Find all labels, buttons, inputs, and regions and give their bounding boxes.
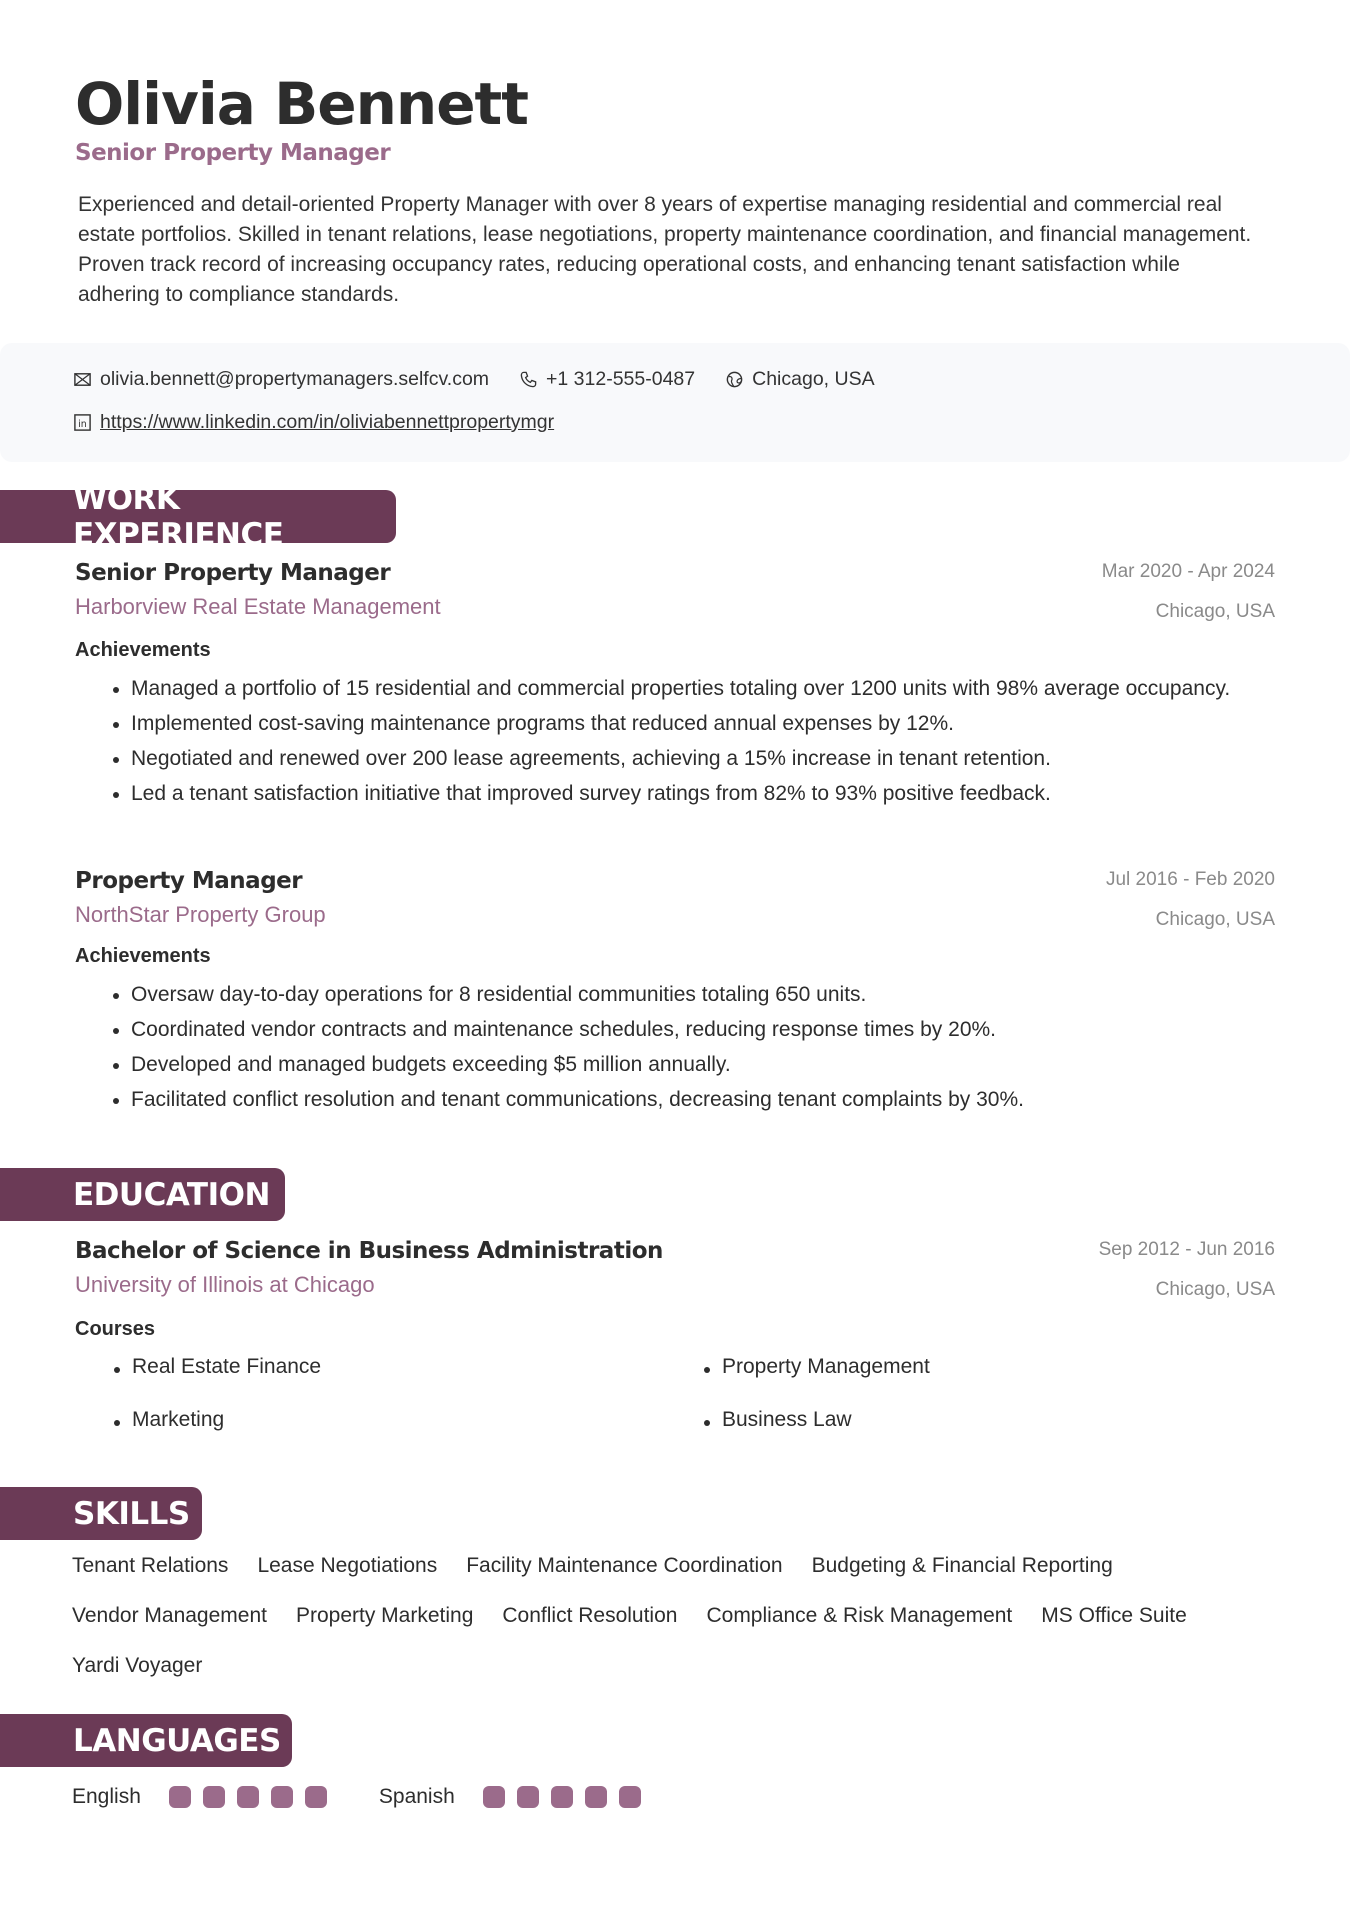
level-dot xyxy=(237,1786,259,1808)
education-location: Chicago, USA xyxy=(1155,1279,1275,1300)
svg-text:in: in xyxy=(78,418,87,430)
skill-item: Facility Maintenance Coordination xyxy=(466,1554,783,1577)
level-dot xyxy=(305,1786,327,1808)
contact-row xyxy=(73,411,584,434)
skill-item: Budgeting & Financial Reporting xyxy=(811,1554,1113,1577)
course-item: Property Management xyxy=(722,1355,930,1378)
section-header-education xyxy=(0,1168,285,1221)
skill-item: Property Marketing xyxy=(295,1604,474,1627)
contact-location xyxy=(725,368,874,391)
section-title: SKILLS xyxy=(73,1495,190,1532)
section-header-work xyxy=(0,480,396,553)
skill-item: Tenant Relations xyxy=(72,1554,229,1577)
language-item xyxy=(379,1785,653,1809)
skills-list xyxy=(72,1553,1312,1679)
summary: Experienced and detail-oriented Property Manager with over 8 years of expertise managing residential and commercial real estate portfolios. Skilled in tenant relations, lease negotiations, property maintenance coordination, and financial management. Proven track record of increasing occupancy rates, reducing operational costs, and enhancing tenant satisfaction while adhering to compliance standards. xyxy=(78,193,1252,306)
company-name: NorthStar Property Group xyxy=(75,902,326,927)
contact-linkedin[interactable] xyxy=(73,411,554,434)
envelope-icon xyxy=(73,370,92,389)
achievements-list xyxy=(131,980,1231,1120)
achievements-heading: Achievements xyxy=(75,639,211,661)
list-item: Facilitated conflict resolution and tenant communications, decreasing tenant complaints by 30%. xyxy=(131,1085,1231,1115)
language-name: Spanish xyxy=(378,1785,455,1808)
level-dot xyxy=(203,1786,225,1808)
job-location: Chicago, USA xyxy=(1155,601,1275,622)
contact-row xyxy=(73,368,905,391)
candidate-name: Olivia Bennett xyxy=(75,70,529,138)
level-dot xyxy=(271,1786,293,1808)
linkedin-icon xyxy=(73,413,92,432)
list-item: Implemented cost-saving maintenance programs that reduced annual expenses by 12%. xyxy=(131,709,1231,739)
candidate-role: Senior Property Manager xyxy=(75,140,391,166)
contact-box xyxy=(0,343,1350,462)
contact-phone[interactable] xyxy=(519,368,695,391)
email-text: olivia.bennett@propertymanagers.selfcv.com xyxy=(100,368,490,390)
job-dates: Mar 2020 - Apr 2024 xyxy=(1101,561,1275,582)
course-item: Business Law xyxy=(722,1408,852,1431)
list-item: Led a tenant satisfaction initiative that improved survey ratings from 82% to 93% positive feedback. xyxy=(131,779,1231,809)
section-title: LANGUAGES xyxy=(73,1722,281,1759)
company-name: Harborview Real Estate Management xyxy=(75,594,441,619)
list-item: Developed and managed budgets exceeding $5 million annually. xyxy=(131,1050,1231,1080)
degree: Bachelor of Science in Business Administration xyxy=(75,1238,663,1264)
job-dates: Jul 2016 - Feb 2020 xyxy=(1105,869,1275,890)
location-text: Chicago, USA xyxy=(752,368,875,390)
language-name: English xyxy=(72,1785,141,1808)
job-title: Property Manager xyxy=(75,868,303,894)
section-title: EDUCATION xyxy=(73,1176,270,1213)
section-header-languages xyxy=(0,1714,292,1767)
section-title: WORK EXPERIENCE xyxy=(73,480,284,553)
skill-item: Yardi Voyager xyxy=(72,1654,203,1677)
list-item: Oversaw day-to-day operations for 8 residential communities totaling 650 units. xyxy=(131,980,1231,1010)
contact-email[interactable] xyxy=(73,368,489,391)
courses-heading: Courses xyxy=(75,1318,156,1340)
course-item: Real Estate Finance xyxy=(132,1355,322,1378)
globe-icon xyxy=(725,370,744,389)
level-dot xyxy=(169,1786,191,1808)
job-location: Chicago, USA xyxy=(1155,909,1275,930)
achievements-list xyxy=(131,674,1231,814)
languages-list xyxy=(72,1785,693,1809)
language-item xyxy=(72,1785,339,1809)
skill-item: Conflict Resolution xyxy=(502,1604,678,1627)
phone-text: +1 312-555-0487 xyxy=(546,368,696,390)
achievements-heading: Achievements xyxy=(75,945,211,967)
skill-item: Vendor Management xyxy=(72,1604,267,1627)
skill-item: Lease Negotiations xyxy=(257,1554,438,1577)
list-item: Coordinated vendor contracts and maintenance schedules, reducing response times by 20%. xyxy=(131,1015,1231,1045)
list-item: Negotiated and renewed over 200 lease agreements, achieving a 15% increase in tenant retention. xyxy=(131,744,1231,774)
course-item: Marketing xyxy=(132,1408,225,1431)
education-dates: Sep 2012 - Jun 2016 xyxy=(1098,1239,1275,1260)
linkedin-link[interactable]: https://www.linkedin.com/in/oliviabennettpropertymgr xyxy=(100,411,555,433)
job-title: Senior Property Manager xyxy=(75,560,391,586)
level-dot xyxy=(483,1786,505,1808)
skill-item: Compliance & Risk Management xyxy=(706,1604,1013,1627)
level-dot xyxy=(517,1786,539,1808)
level-dot xyxy=(619,1786,641,1808)
level-dot xyxy=(551,1786,573,1808)
list-item: Managed a portfolio of 15 residential and commercial properties totaling over 1200 units with 98% average occupancy. xyxy=(131,674,1231,704)
phone-icon xyxy=(519,370,538,389)
section-header-skills xyxy=(0,1487,202,1540)
school-name: University of Illinois at Chicago xyxy=(75,1272,375,1297)
skill-item: MS Office Suite xyxy=(1041,1604,1187,1627)
level-dot xyxy=(585,1786,607,1808)
